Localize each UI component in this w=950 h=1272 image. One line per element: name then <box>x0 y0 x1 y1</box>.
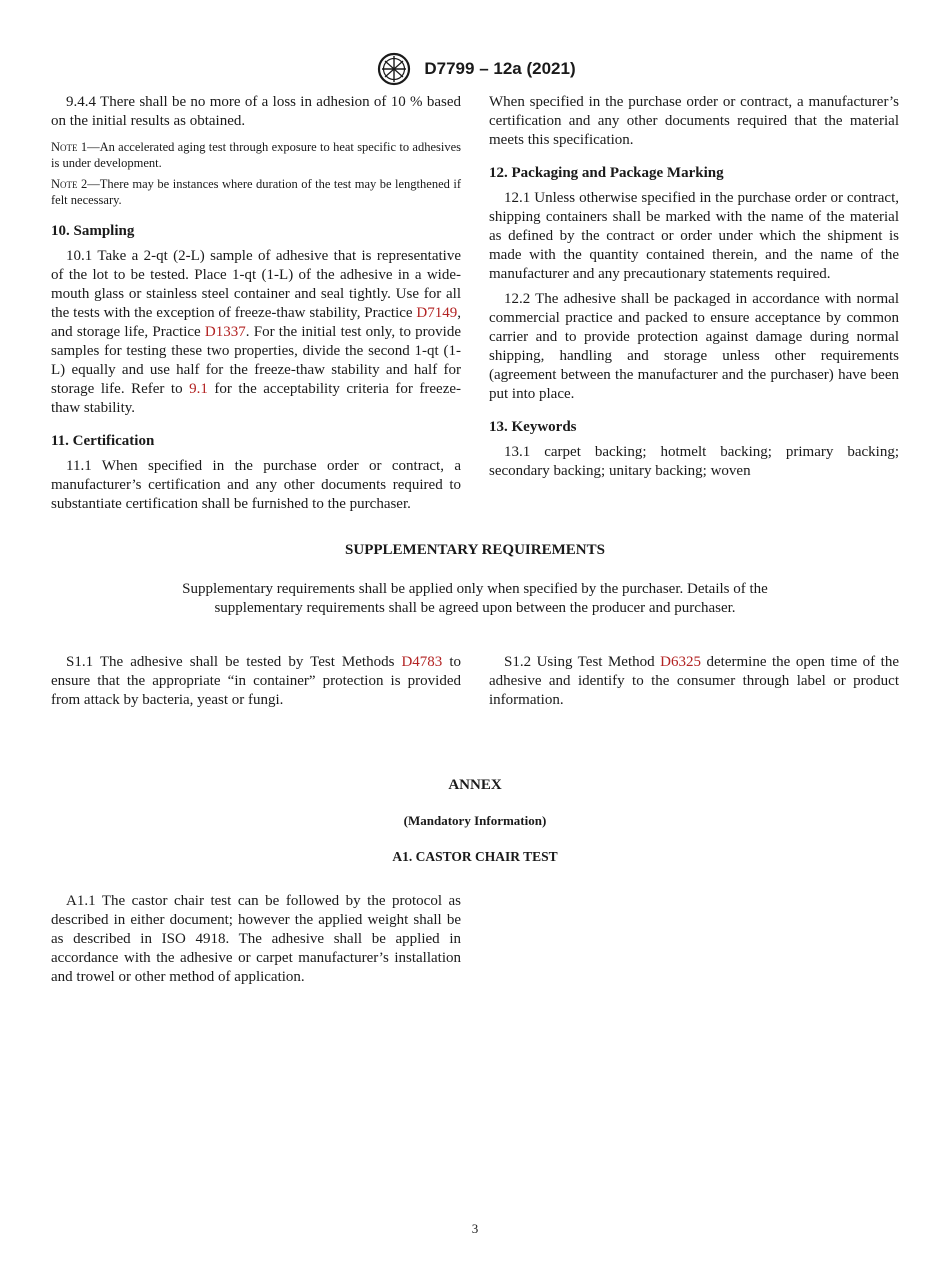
right-column <box>489 93 899 487</box>
section-12-heading: 12. Packaging and Package Marking <box>489 165 724 181</box>
supplementary-left <box>51 653 461 716</box>
notes <box>51 140 461 208</box>
section-10-heading: 10. Sampling <box>51 223 135 239</box>
paragraph-s1-1: S1.1 The adhesive shall be tested by Test Methods D4783 to ensure that the appropriate “in container” protection is provided from attack by bacteria, yeast or fungi. <box>51 654 462 708</box>
annex-subtitle: (Mandatory Information) <box>403 813 547 828</box>
supplementary-intro: Supplementary requirements shall be applied only when specified by the purchaser. Details of the supplementary requirements shall be agreed upon between the producer and purchaser. <box>182 581 768 616</box>
link-d6325[interactable]: D6325 <box>660 654 701 670</box>
link-9-1[interactable]: 9.1 <box>189 381 208 397</box>
paragraph-11-1: 11.1 When specified in the purchase order or contract, a manufacturer’s certification and any other documents required to substantiate certification shall be furnished to the purchaser. <box>51 458 461 512</box>
annex-left <box>51 892 461 993</box>
paragraph-12-2: 12.2 The adhesive shall be packaged in accordance with normal commercial practice and packed to ensure acceptance by common carrier and to provide protection against damage during normal shipping, handling and storage unless other requirements (agreement between the manufacturer and the purchaser) have been put into place. <box>489 291 899 402</box>
paragraph-9-4-4: 9.4.4 There shall be no more of a loss in adhesion of 10 % based on the initial results as obtained. <box>51 94 461 129</box>
section-11-heading: 11. Certification <box>51 433 155 449</box>
page-number: 3 <box>471 1221 479 1236</box>
note-2: Note 2—There may be instances where duration of the test may be lengthened if felt necessary. <box>51 177 461 207</box>
page-header <box>0 52 950 86</box>
astm-logo-icon <box>374 52 414 86</box>
supplementary-intro-wrap <box>0 580 950 618</box>
paragraph-s1-2: S1.2 Using Test Method D6325 determine the open time of the adhesive and identify to the consumer through label or product information. <box>489 654 899 708</box>
supplementary-title: SUPPLEMENTARY REQUIREMENTS <box>345 542 605 558</box>
standard-designation: D7799 – 12a (2021) <box>424 59 576 78</box>
paragraph-11-1-continued: When specified in the purchase order or contract, a manufacturer’s certification and any other documents required that the material meets this specification. <box>489 94 899 148</box>
paragraph-a1-1: A1.1 The castor chair test can be followed by the protocol as described in either document; however the applied weight shall be as described in ISO 4918. The adhesive shall be applied in accordance with the adhesive or carpet manufacturer’s installation and trowel or other method of application. <box>51 893 461 985</box>
link-d7149[interactable]: D7149 <box>416 305 458 321</box>
paragraph-12-1: 12.1 Unless otherwise specified in the purchase order or contract, shipping containers shall be marked with the name of the material as defined by the contract or order under which the shipment is made with the quantity contained therein, and the name of the manufacturer and any precautionary statements required. <box>489 190 899 282</box>
annex-a1-title: A1. CASTOR CHAIR TEST <box>392 849 558 864</box>
supplementary-right <box>489 653 899 716</box>
link-d4783[interactable]: D4783 <box>401 654 443 670</box>
annex-title: ANNEX <box>448 777 502 793</box>
left-column <box>51 93 461 520</box>
section-13-heading: 13. Keywords <box>489 419 577 435</box>
note-1: Note 1—An accelerated aging test through exposure to heat specific to adhesives is under development. <box>51 140 461 170</box>
link-d1337[interactable]: D1337 <box>204 324 246 340</box>
paragraph-13-1: 13.1 carpet backing; hotmelt backing; primary backing; secondary backing; unitary backing; woven <box>489 444 899 479</box>
paragraph-10-1: 10.1 Take a 2-qt (2-L) sample of adhesive that is representative of the lot to be tested. Place 1-qt (1-L) of the adhesive in a wide-mouth glass or stainless steel container and seal tightly. Use for all the tests with the exception of freeze-thaw stability, Practice D7149, and storage life, Practice D1337. For the initial test only, to provide samples for testing these two properties, divide the second 1-qt (1-L) equally and use half for the freeze-thaw stability and half for storage life. Refer to 9.1 for the acceptability criteria for freeze-thaw stability. <box>51 248 462 416</box>
